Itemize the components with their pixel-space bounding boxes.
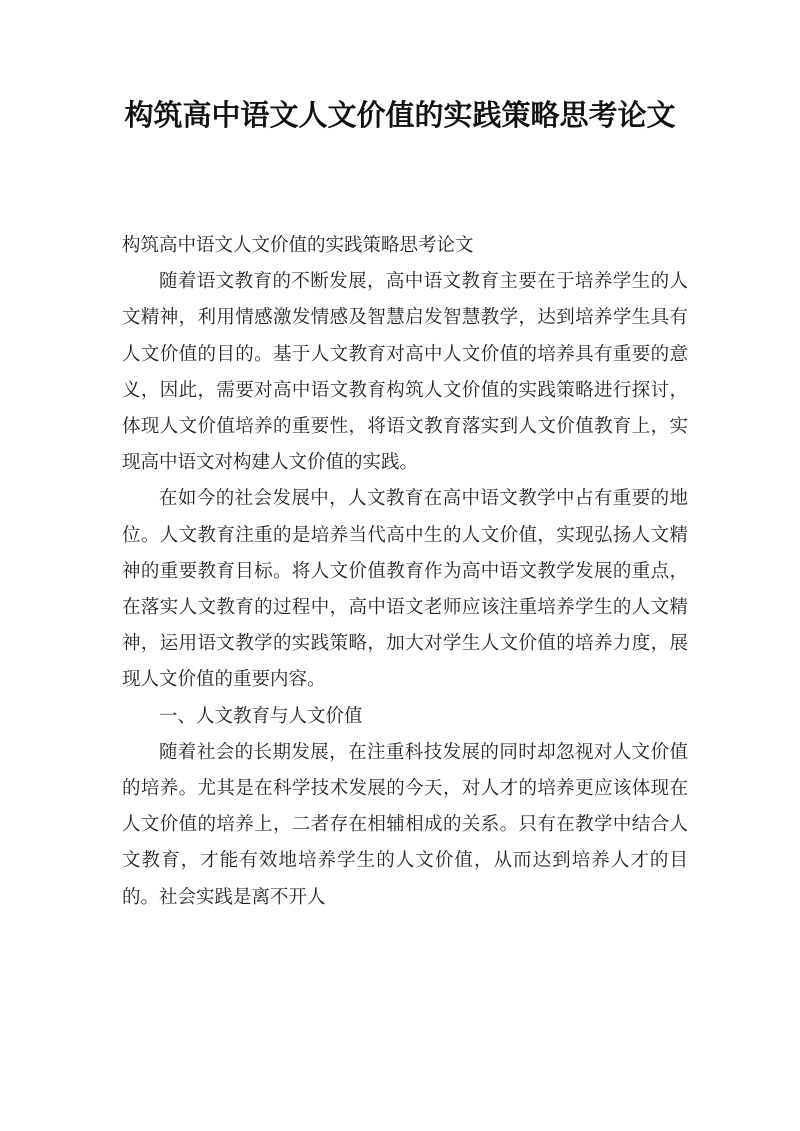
- document-body: [122, 228, 688, 916]
- section-paragraph: 随着社会的长期发展，在注重科技发展的同时却忽视对人文价值的培养。尤其是在科学技术发展的今天，对人才的培养更应该体现在人文价值的培养上，二者存在相辅相成的关系。只有在教学中结合人文教育，才能有效地培养学生的人文价值，从而达到培养人才的目的。社会实践是离不开人: [122, 741, 688, 908]
- paragraph-intro: 随着语文教育的不断发展，高中语文教育主要在于培养学生的人文精神，利用情感激发情感及智慧启发智慧教学，达到培养学生具有人文价值的目的。基于人文教育对高中人文价值的培养具有重要的意义，因此，需要对高中语文教育构筑人文价值的实践策略进行探讨，体现人文价值培养的重要性，将语文教育落实到人文价值教育上，实现高中语文对构建人文价值的实践。: [122, 271, 688, 474]
- section-heading: 一、人文教育与人文价值: [159, 705, 363, 727]
- document-title: 构筑高中语文人文价值的实践策略思考论文: [124, 98, 676, 132]
- document-subtitle: 构筑高中语文人文价值的实践策略思考论文: [122, 235, 474, 256]
- paragraph-importance: 在如今的社会发展中，人文教育在高中语文教学中占有重要的地位。人文教育注重的是培养当代高中生的人文价值，实现弘扬人文精神的重要教育目标。将人文价值教育作为高中语文教学发展的重点，在落实人文教育的过程中，高中语文老师应该注重培养学生的人文精神，运用语文教学的实践策略，加大对学生人文价值的培养力度，展现人文价值的重要内容。: [122, 488, 688, 691]
